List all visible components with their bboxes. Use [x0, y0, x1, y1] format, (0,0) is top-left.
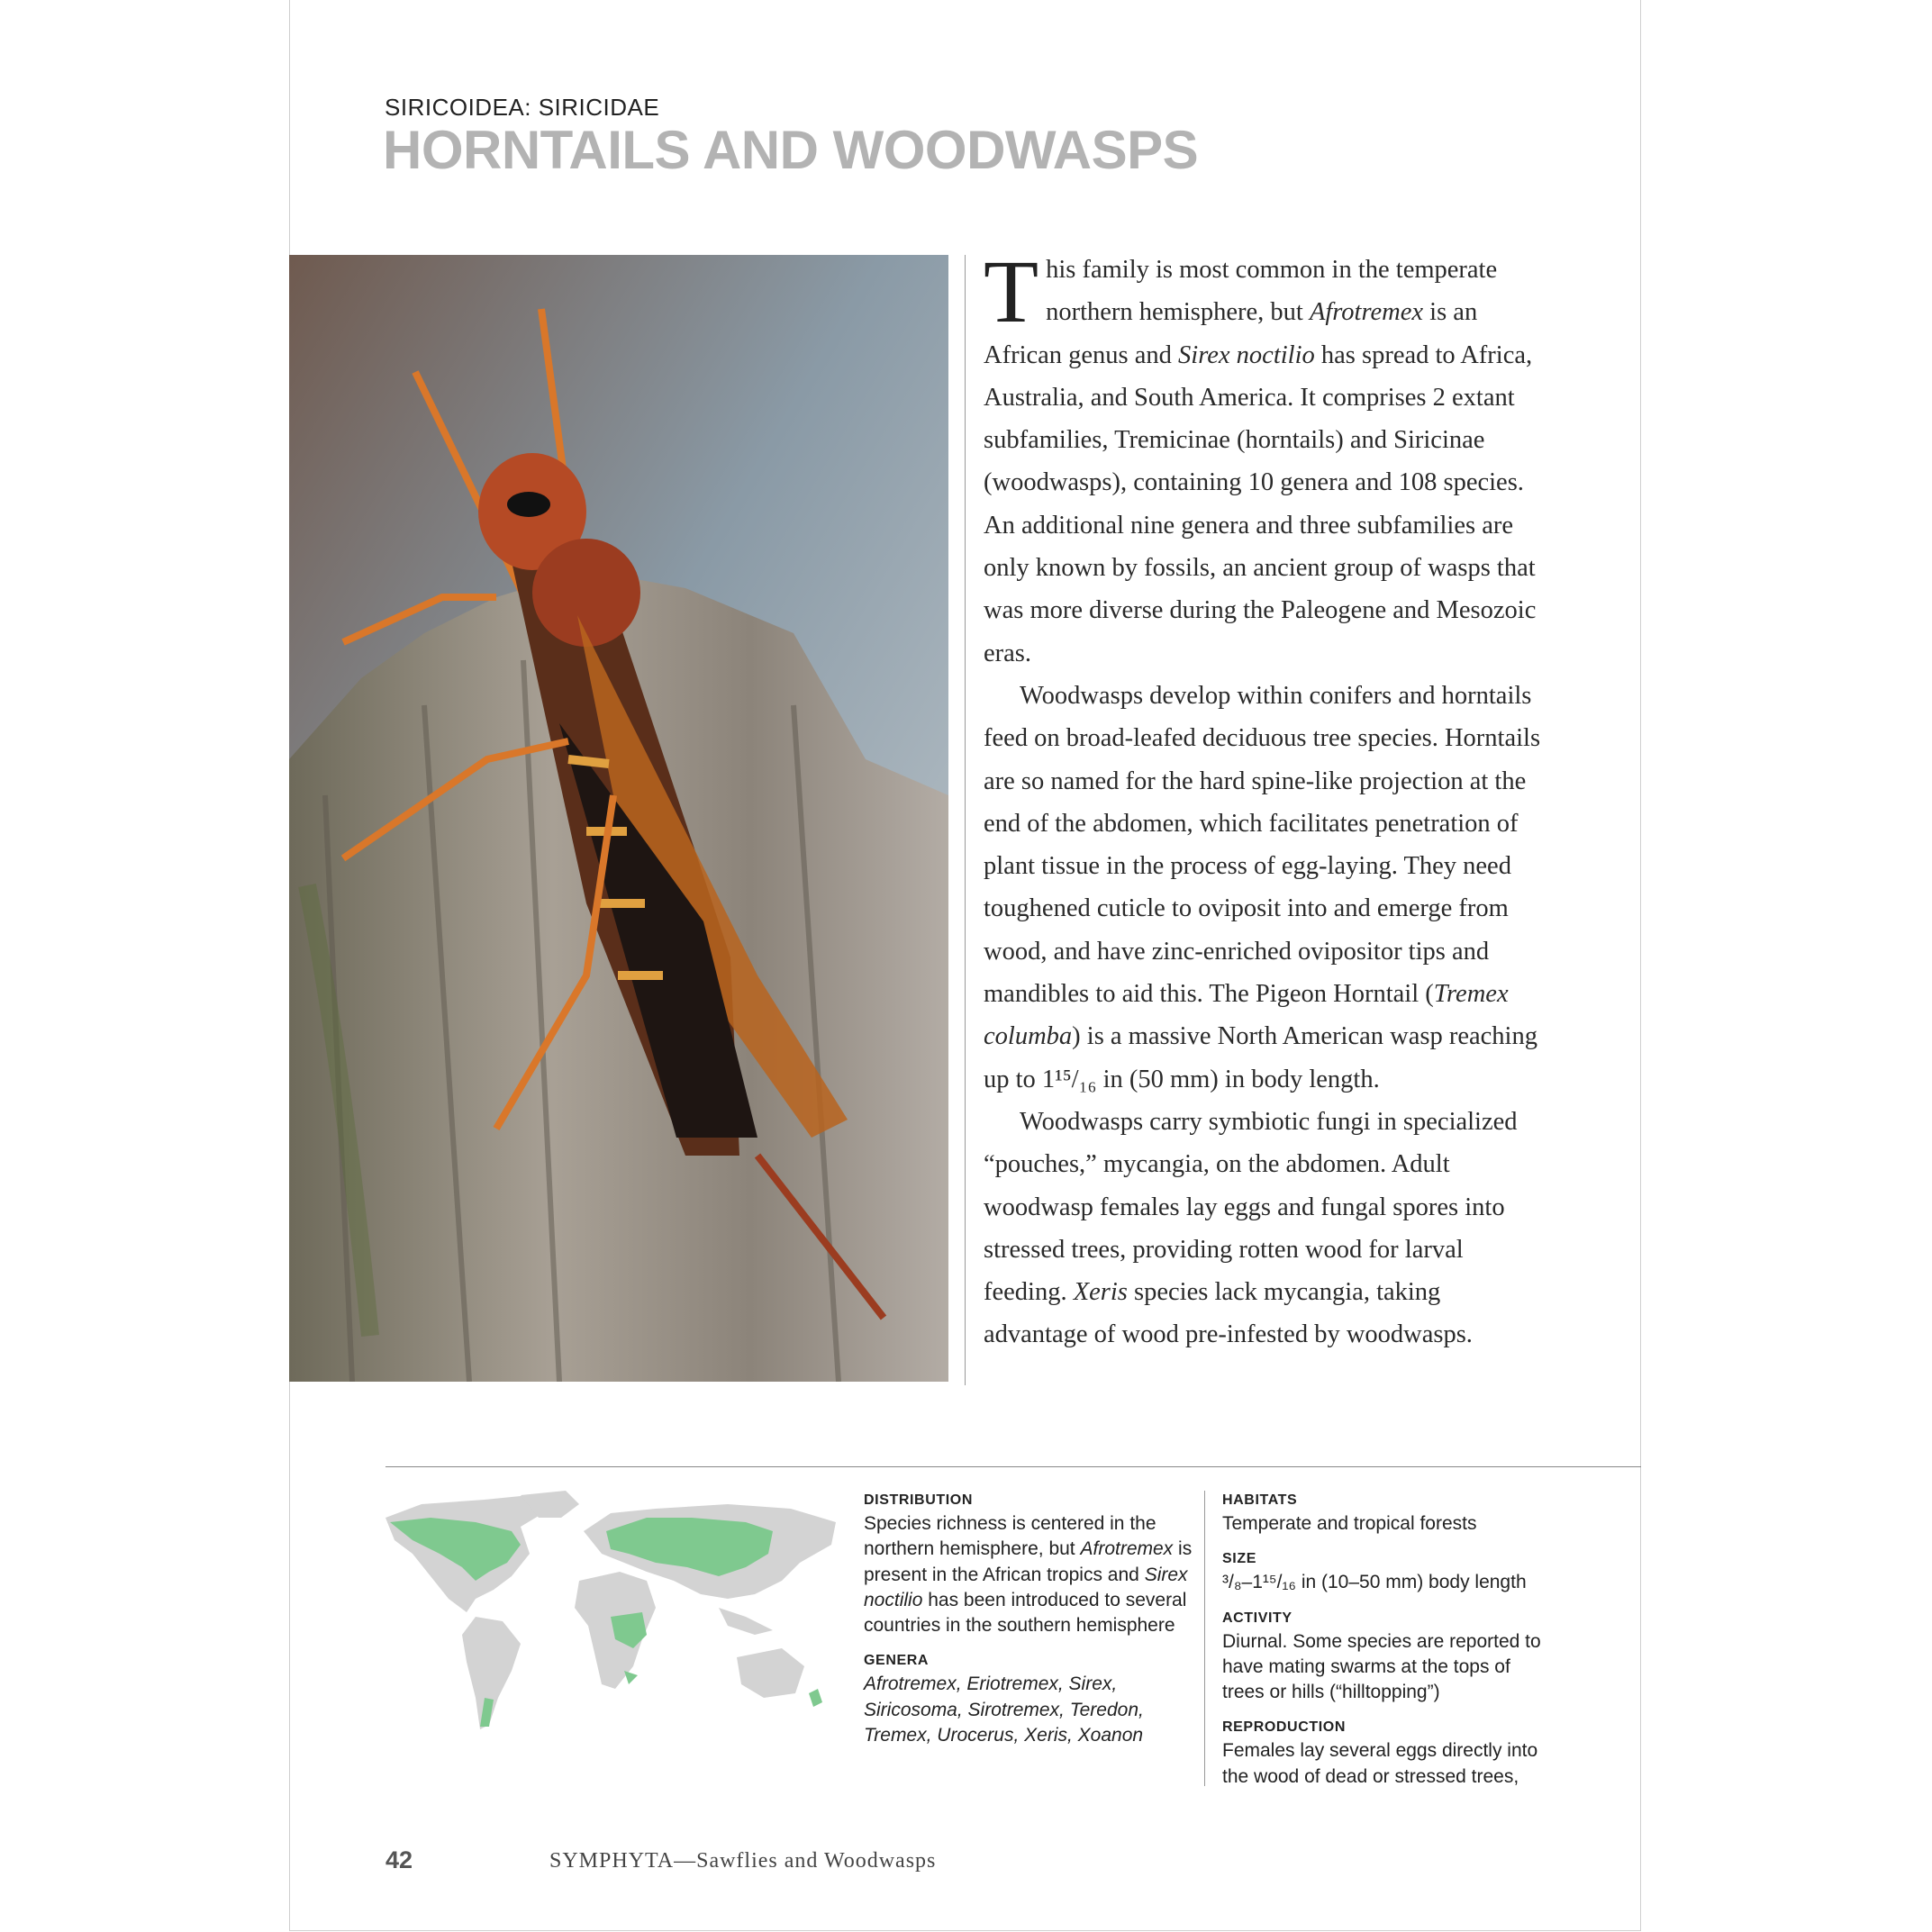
italic-run: Sirex noctilio	[864, 1564, 1188, 1610]
text-run: his family is most common in the temperate northern hemisphere, but	[1046, 256, 1498, 327]
paragraph	[984, 1101, 1547, 1356]
text-run: is an African genus and	[984, 298, 1478, 369]
running-head: SYMPHYTA—Sawflies and Woodwasps	[549, 1849, 937, 1873]
italic-run: Sirex noctilio	[1178, 340, 1315, 369]
section-divider	[385, 1466, 1641, 1467]
factbox-divider	[1204, 1491, 1205, 1786]
rich-text	[984, 1108, 1518, 1348]
italic-run: Xeris	[1073, 1278, 1128, 1307]
reproduction-block	[1222, 1718, 1556, 1790]
italic-run: Afrotremex	[1309, 298, 1424, 327]
habitats-text: Temperate and tropical forests	[1222, 1513, 1477, 1534]
paragraph	[984, 241, 1547, 675]
size-heading: SIZE	[1222, 1551, 1256, 1567]
genera-text: Afrotremex, Eriotremex, Sirex, Siricosoma, Sirotremex, Teredon, Tremex, Urocerus, Xeris, Xoanon	[864, 1673, 1144, 1746]
activity-text: Diurnal. Some species are reported to have mating swarms at the tops of trees or hills (“hilltopping”)	[1222, 1630, 1541, 1703]
text-run: has spread to Africa, Australia, and South America. It comprises 2 extant subfamilies, Tremicinae (horntails) and Siricinae (woodwasps), containing 10 genera and 108 species. An additional nine genera and three subfamilies are only known by fossils, an ancient group of wasps that was more diverse during the Paleogene and Mesozoic eras.	[984, 340, 1537, 667]
genera-block	[864, 1651, 1197, 1748]
rich-text	[864, 1511, 1197, 1638]
size-text: ³/₈–1¹⁵/₁₆ in (10–50 mm) body length	[1222, 1572, 1527, 1593]
reproduction-heading: REPRODUCTION	[1222, 1719, 1346, 1736]
text-run: ) is a massive North American wasp reaching up to 1¹⁵/₁₆ in (50 mm) in body length.	[984, 1022, 1537, 1093]
size-block	[1222, 1549, 1556, 1595]
distribution-block	[864, 1491, 1197, 1638]
activity-heading: ACTIVITY	[1222, 1610, 1293, 1626]
body-text	[984, 241, 1547, 1356]
text-run: Species richness is centered in the northern hemisphere, but	[864, 1513, 1156, 1560]
distribution-heading: DISTRIBUTION	[864, 1492, 973, 1508]
italic-run: Afrotremex	[1080, 1538, 1174, 1560]
genera-heading: GENERA	[864, 1653, 930, 1669]
text-run: Woodwasps develop within conifers and horntails feed on broad-leafed deciduous tree species. Horntails are so named for the hard spine-like projection at the end of the abdomen, which facilitates penetration of plant tissue in the process of egg-laying. They need toughened cuticle to oviposit into and emerge from wood, and have zinc-enriched ovipositor tips and mandibles to aid this. The Pigeon Horntail (	[984, 681, 1541, 1009]
text-run: has been introduced to several countries in the southern hemisphere	[864, 1589, 1187, 1637]
rich-text	[984, 241, 1537, 667]
page-number: 42	[385, 1846, 413, 1873]
distribution-map	[385, 1491, 838, 1743]
italic-run: Tremex columba	[984, 980, 1509, 1051]
habitats-heading: HABITATS	[1222, 1492, 1298, 1508]
factbox-left-column	[864, 1491, 1197, 1761]
page-title: HORNTAILS AND WOODWASPS	[383, 120, 1199, 180]
text-run: Woodwasps carry symbiotic fungi in specialized “pouches,” mycangia, on the abdomen. Adult woodwasp females lay eggs and fungal spores into stressed trees, providing rotten wood for larval feeding.	[984, 1107, 1518, 1307]
wasp-photo	[289, 255, 948, 1382]
superfamily-family-label: SIRICOIDEA: SIRICIDAE	[385, 94, 660, 121]
drop-cap: T	[984, 241, 1039, 341]
text-run: species lack mycangia, taking advantage of wood pre-infested by woodwasps.	[984, 1278, 1473, 1349]
habitats-block	[1222, 1491, 1556, 1537]
column-divider	[965, 255, 966, 1385]
rich-text	[984, 682, 1540, 1093]
factbox-right-column	[1222, 1491, 1556, 1802]
paragraph	[984, 675, 1547, 1101]
reproduction-text: Females lay several eggs directly into the wood of dead or stressed trees,	[1222, 1740, 1538, 1787]
text-run: is present in the African tropics and	[864, 1538, 1193, 1585]
activity-block	[1222, 1609, 1556, 1706]
